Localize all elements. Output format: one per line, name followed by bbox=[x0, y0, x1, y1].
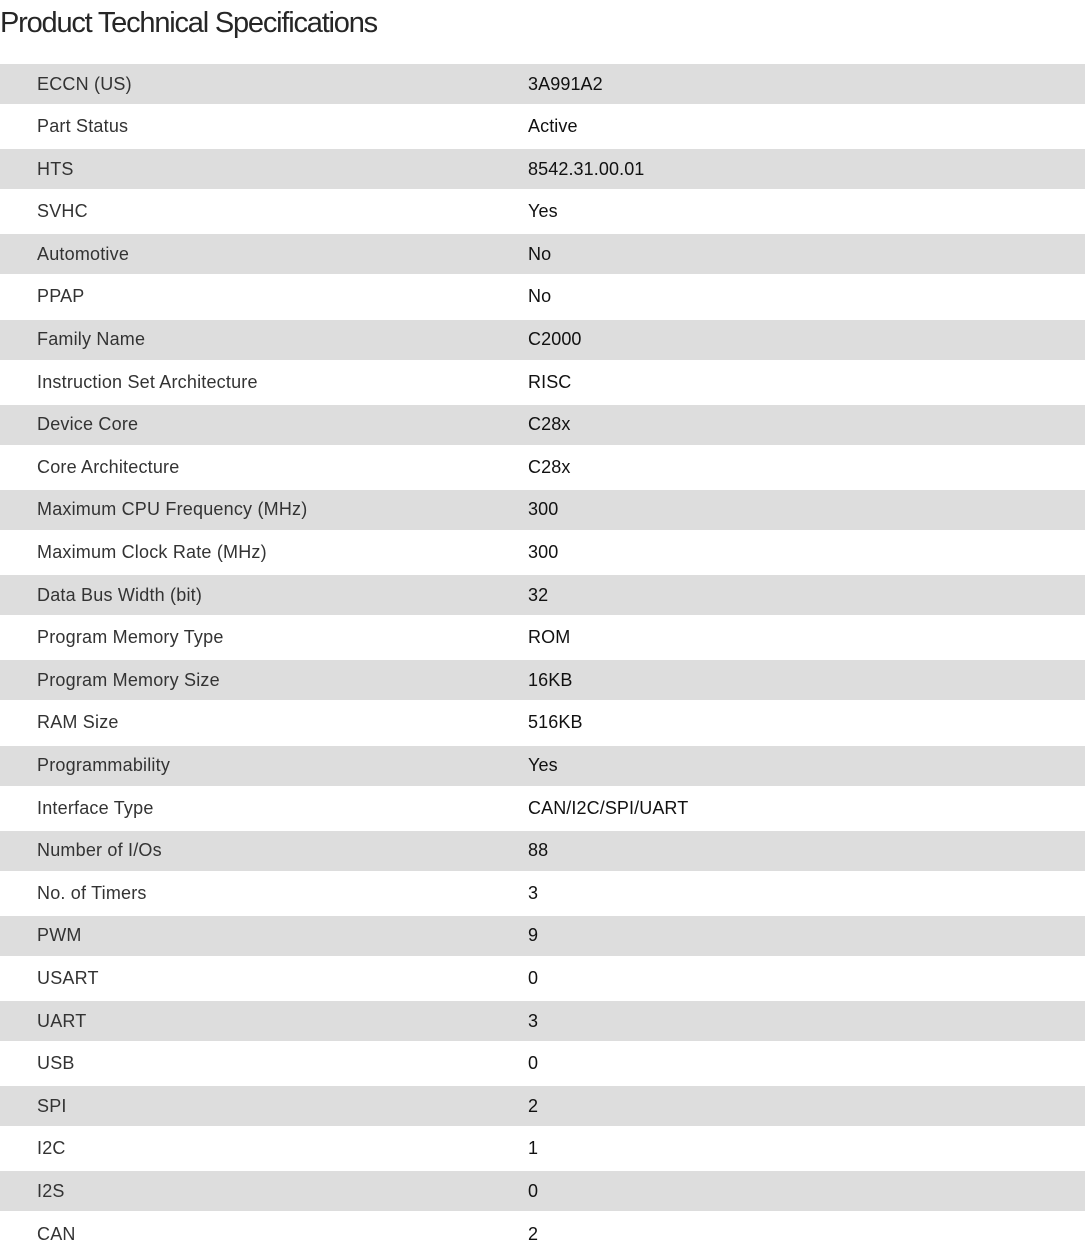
spec-row bbox=[0, 490, 1085, 530]
spec-name: Part Status bbox=[37, 116, 129, 137]
spec-row bbox=[0, 916, 1085, 956]
spec-row bbox=[0, 575, 1085, 615]
spec-name: SPI bbox=[37, 1095, 67, 1116]
spec-name: HTS bbox=[37, 158, 74, 179]
spec-value: Yes bbox=[528, 755, 558, 775]
spec-name: ECCN (US) bbox=[37, 73, 132, 94]
spec-name: RAM Size bbox=[37, 712, 119, 733]
spec-row bbox=[0, 660, 1085, 700]
spec-name: Data Bus Width (bit) bbox=[37, 584, 203, 605]
spec-value: Yes bbox=[528, 201, 558, 222]
spec-row bbox=[0, 831, 1085, 871]
spec-value: 16KB bbox=[528, 669, 573, 690]
spec-value: 3 bbox=[528, 882, 539, 903]
spec-value: Active bbox=[528, 116, 578, 137]
spec-value: 2 bbox=[528, 1223, 539, 1244]
spec-name: PPAP bbox=[37, 286, 85, 307]
spec-row bbox=[0, 446, 1085, 489]
spec-value: 0 bbox=[528, 967, 539, 988]
page-title: Product Technical Specifications bbox=[0, 7, 377, 39]
spec-value: No bbox=[528, 286, 552, 307]
spec-row bbox=[0, 1086, 1085, 1126]
spec-value: 0 bbox=[528, 1053, 539, 1074]
spec-row bbox=[0, 531, 1085, 574]
spec-name: USART bbox=[37, 967, 99, 988]
spec-value: 32 bbox=[528, 584, 549, 605]
spec-value: 3 bbox=[528, 1010, 539, 1031]
spec-name: Number of I/Os bbox=[37, 840, 162, 861]
spec-row bbox=[0, 616, 1085, 659]
spec-name: Core Architecture bbox=[37, 456, 180, 477]
spec-name: SVHC bbox=[37, 201, 88, 222]
spec-name: Interface Type bbox=[37, 797, 154, 818]
spec-row bbox=[0, 149, 1085, 189]
spec-name: USB bbox=[37, 1053, 75, 1074]
spec-row bbox=[0, 872, 1085, 915]
spec-value: 300 bbox=[528, 499, 559, 520]
spec-name: Automotive bbox=[37, 243, 130, 264]
spec-row bbox=[0, 1213, 1085, 1255]
spec-row bbox=[0, 361, 1085, 404]
spec-value: C2000 bbox=[528, 329, 582, 350]
spec-row bbox=[0, 320, 1085, 360]
spec-value: 3A991A2 bbox=[528, 73, 603, 94]
spec-value: 9 bbox=[528, 925, 539, 946]
spec-name: Programmability bbox=[37, 755, 171, 775]
spec-value: 300 bbox=[528, 542, 559, 563]
spec-row bbox=[0, 1171, 1085, 1211]
spec-name: UART bbox=[37, 1010, 87, 1031]
spec-row bbox=[0, 276, 1085, 319]
spec-value: 1 bbox=[528, 1138, 539, 1159]
spec-value: C28x bbox=[528, 414, 571, 435]
spec-name: Device Core bbox=[37, 414, 139, 435]
spec-row bbox=[0, 1128, 1085, 1171]
spec-value: C28x bbox=[528, 456, 571, 477]
spec-row bbox=[0, 746, 1085, 786]
spec-name: Maximum CPU Frequency (MHz) bbox=[37, 499, 308, 520]
spec-value: 516KB bbox=[528, 712, 583, 733]
spec-value: CAN/I2C/SPI/UART bbox=[528, 797, 689, 818]
spec-table bbox=[0, 64, 1085, 1255]
spec-name: PWM bbox=[37, 925, 82, 946]
spec-value: RISC bbox=[528, 371, 572, 392]
spec-row bbox=[0, 1001, 1085, 1041]
spec-row bbox=[0, 64, 1085, 104]
spec-row bbox=[0, 105, 1085, 148]
spec-value: No bbox=[528, 243, 552, 264]
spec-row bbox=[0, 190, 1085, 233]
spec-value: 2 bbox=[528, 1095, 539, 1116]
spec-name: Program Memory Type bbox=[37, 627, 224, 648]
spec-name: Instruction Set Architecture bbox=[37, 371, 258, 392]
spec-name: Program Memory Size bbox=[37, 669, 220, 690]
spec-value: 8542.31.00.01 bbox=[528, 158, 645, 179]
spec-row bbox=[0, 787, 1085, 830]
spec-row bbox=[0, 1042, 1085, 1085]
spec-row bbox=[0, 957, 1085, 1000]
spec-row bbox=[0, 234, 1085, 274]
spec-name: I2S bbox=[37, 1180, 65, 1201]
spec-name: I2C bbox=[37, 1138, 66, 1159]
spec-row bbox=[0, 405, 1085, 445]
spec-name: No. of Timers bbox=[37, 882, 147, 903]
spec-name: CAN bbox=[37, 1223, 76, 1244]
spec-value: 0 bbox=[528, 1180, 539, 1201]
spec-name: Maximum Clock Rate (MHz) bbox=[37, 542, 267, 563]
spec-value: ROM bbox=[528, 627, 571, 648]
spec-value: 88 bbox=[528, 840, 549, 861]
spec-name: Family Name bbox=[37, 329, 146, 350]
spec-row bbox=[0, 702, 1085, 745]
